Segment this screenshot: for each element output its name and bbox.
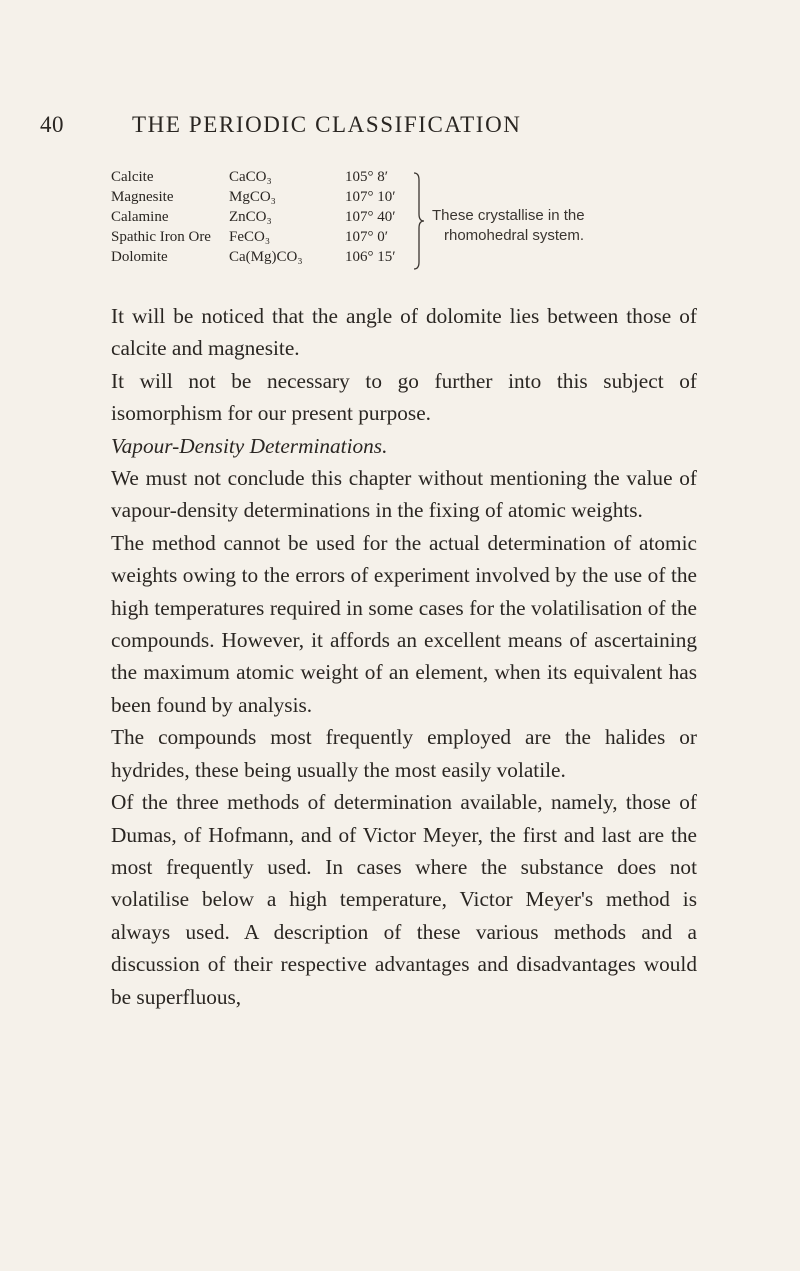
mineral-formula: FeCO₃ [229,229,271,245]
page-number: 40 [40,112,64,137]
mineral-angle: 106° 15′ [345,249,396,265]
paragraph: It will be noticed that the angle of dolomite lies between those of calcite and magnesite. [111,304,697,361]
mineral-formula: ZnCO₃ [229,209,272,225]
paragraph: The compounds most frequently employed are the halides or hydrides, these being usually the most easily volatile. [111,725,697,782]
mineral-angle: 107° 40′ [345,209,396,225]
mineral-angle: 107° 10′ [345,189,396,205]
mineral-table [111,168,711,294]
body-text [111,300,697,1013]
page-header [40,112,760,144]
mineral-formula: CaCO₃ [229,169,272,185]
curly-brace-icon [413,172,425,270]
mineral-formula: MgCO₃ [229,189,276,205]
section-heading: Vapour-Density Determinations. [111,433,388,458]
paragraph: The method cannot be used for the actual determination of atomic weights owing to the errors of experiment involved by the use of the high temperatures required in some cases for the volatilisation of the compounds. However, it affords an excellent means of ascertaining the maximum atomic weight of an element, when its equivalent has been found by analysis. [111,530,697,717]
paragraph: Of the three methods of determination available, namely, those of Dumas, of Hofmann, and of Victor Meyer, the first and last are the most frequently used. In cases where the substance does not volatilise below a high temperature, Victor Meyer's method is always used. A description of these various methods and a discussion of their respective advantages and disadvantages would be superfluous, [111,790,697,1009]
table-note-line: rhomohedral system. [444,227,585,244]
mineral-formula: Ca(Mg)CO₃ [229,249,303,265]
mineral-name: Magnesite [111,189,174,205]
paragraph: It will not be necessary to go further into this subject of isomorphism for our present purpose. [111,368,697,426]
mineral-name: Dolomite [111,249,168,265]
mineral-name: Calcite [111,169,154,185]
mineral-angle: 107° 0′ [345,229,389,245]
table-note-line: These crystallise in the [432,207,585,224]
table-note [432,206,712,246]
paragraph: We must not conclude this chapter without mentioning the value of vapour-density determinations in the fixing of atomic weights. [111,466,697,523]
mineral-name: Calamine [111,209,169,225]
mineral-angle: 105° 8′ [345,169,389,185]
mineral-name: Spathic Iron Ore [111,229,211,245]
running-title: THE PERIODIC CLASSIFICATION [132,112,522,137]
